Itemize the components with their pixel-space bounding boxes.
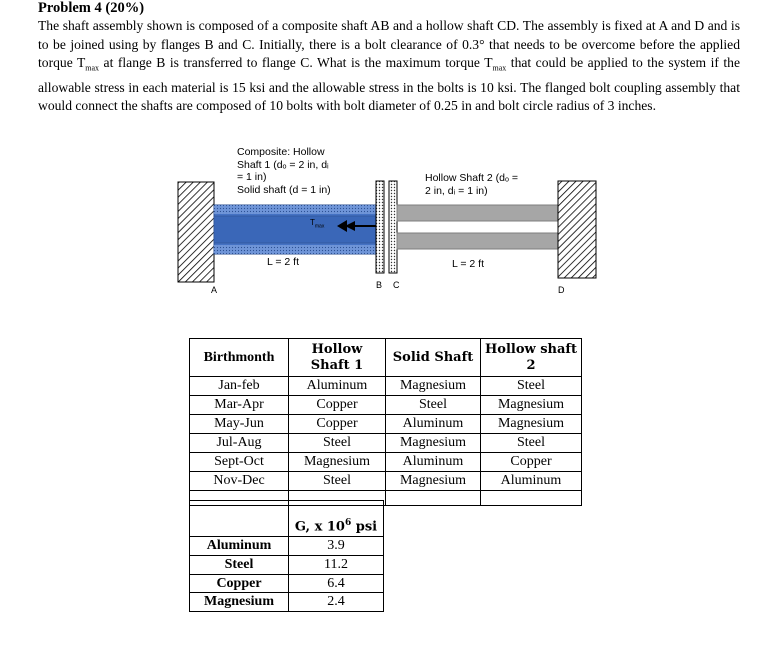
table-row [190,453,582,472]
composite-label-line: Composite: Hollow [237,146,325,158]
table-cell: Sept-Oct [190,453,289,472]
composite-label [237,146,331,196]
table-cell: Jan-feb [190,377,289,396]
table-cell: Jul-Aug [190,434,289,453]
length-left-label: L = 2 ft [267,256,300,268]
table-cell: Mar-Apr [190,396,289,415]
table-cell [386,491,481,506]
fixed-support-a [178,182,214,282]
tmax-subscript: max [492,63,507,73]
torque-subscript: max [314,223,325,230]
flange-c [389,181,397,273]
modulus-row [190,555,384,574]
table-cell: Magnesium [481,415,582,434]
table-cell: Aluminum [386,453,481,472]
solid-shaft-core [214,216,376,243]
table-cell [190,501,289,537]
hollow-shaft-2-bottom [397,233,558,249]
table-row [190,396,582,415]
composite-label-line: = 1 in) [237,171,267,183]
table-cell: Magnesium [386,377,481,396]
table-cell: Magnesium [289,453,386,472]
table-cell: Steel [386,396,481,415]
modulus-material: Magnesium [190,593,289,612]
materials-table [189,338,582,506]
modulus-material: Steel [190,555,289,574]
modulus-header-prefix: G, x 10 [294,519,345,535]
modulus-value: 6.4 [289,574,384,593]
table-cell: Steel [481,434,582,453]
table-cell: Copper [289,396,386,415]
modulus-row [190,574,384,593]
modulus-material: Copper [190,574,289,593]
modulus-header-row [190,501,384,537]
modulus-row [190,537,384,556]
hollow-shaft-2-top [397,205,558,221]
header-solid-shaft: Solid Shaft [386,339,481,377]
table-row [190,377,582,396]
modulus-row [190,593,384,612]
problem-text-part-1: The shaft assembly shown is composed of a composite shaft AB and a hollow shaft CD. The assembly is fixed at A and D and is to be joined using by flanges B and C. Initially, there is a bolt clearance of 0.3° that needs to be overcome before the applied torque T [38,18,740,71]
shear-modulus-table [189,500,384,612]
problem-text-part-3: that could be applied to the system if the allowable stress in each material is 15 ksi and the allowable stress in the bolts is 10 ksi. The flanged bolt coupling assembly that would connect the shafts are composed of 10 bolts with bolt diameter of 0.25 in and bolt circle radius of 3 inches. [38,55,741,114]
table-cell: Aluminum [289,377,386,396]
table-cell: Nov-Dec [190,472,289,491]
point-b-label: B [376,280,383,290]
torque-symbol: T [310,218,315,227]
length-right-label: L = 2 ft [452,258,485,270]
table-cell: May-Jun [190,415,289,434]
header-birthmonth: Birthmonth [190,339,289,377]
table-cell: Copper [289,415,386,434]
torque-label [310,217,324,233]
modulus-value: 3.9 [289,537,384,556]
modulus-value: 2.4 [289,593,384,612]
problem-text-part-2: at flange B is transferred to flange C. What is the maximum torque T [99,55,493,71]
modulus-material: Aluminum [190,537,289,556]
table-cell: Aluminum [386,415,481,434]
table-row [190,434,582,453]
point-a-label: A [211,285,218,295]
fixed-support-d [558,181,596,278]
point-d-label: D [558,285,565,295]
table-cell: Magnesium [386,434,481,453]
table-cell: Steel [481,377,582,396]
point-c-label: C [393,280,400,290]
modulus-header-exponent: 6 [344,517,352,528]
table-cell: Steel [289,434,386,453]
composite-hatch-top [214,205,376,214]
table-header-row [190,339,582,377]
composite-hatch-bottom [214,245,376,254]
table-row [190,472,582,491]
table-cell: Aluminum [481,472,582,491]
table-cell: Steel [289,472,386,491]
problem-title: Problem 4 (20%) [38,0,145,16]
table-row [190,415,582,434]
hollow-shaft-2-label [425,172,518,197]
flange-b [376,181,384,273]
hollow-label-line: 2 in, dᵢ = 1 in) [425,184,488,197]
composite-label-line: Shaft 1 (dₒ = 2 in, dᵢ [237,158,329,171]
table-cell: Copper [481,453,582,472]
table-cell [481,491,582,506]
header-hollow-shaft-2: Hollow shaft 2 [481,339,582,377]
modulus-value: 11.2 [289,555,384,574]
table-cell: Magnesium [481,396,582,415]
hollow-label-line: Hollow Shaft 2 (dₒ = [425,172,518,184]
tmax-subscript: max [85,63,100,73]
composite-label-line: Solid shaft (d = 1 in) [237,183,331,196]
header-hollow-shaft-1: Hollow Shaft 1 [289,339,386,377]
modulus-header [289,501,384,537]
modulus-header-suffix: psi [351,519,378,535]
table-cell: Magnesium [386,472,481,491]
